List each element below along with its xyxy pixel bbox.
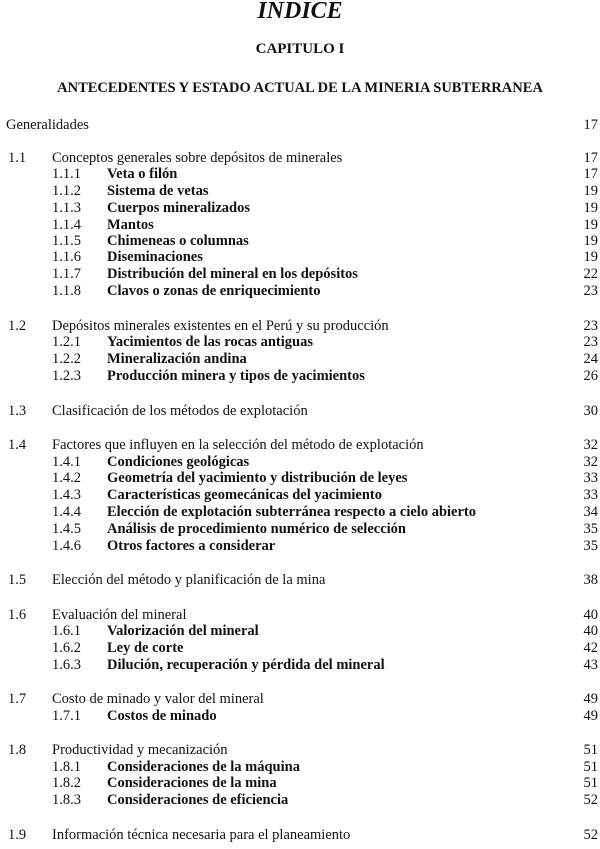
toc-entry-text: Costo de minado y valor del mineral <box>52 691 264 707</box>
toc-entry[interactable] <box>0 368 600 385</box>
toc-entry[interactable] <box>0 183 600 200</box>
toc-entry-text: Elección del método y planificación de la mina <box>52 572 326 588</box>
toc-entry-number: 1.8.1 <box>52 759 81 775</box>
toc-entry-text: Cuerpos mineralizados <box>107 200 250 216</box>
toc-entry-number: 1.1.1 <box>52 166 81 182</box>
toc-entry-page-number: 51 <box>583 775 598 791</box>
toc-entry-page-number: 30 <box>583 403 598 419</box>
toc-entry-text: Dilución, recuperación y pérdida del mineral <box>107 657 385 673</box>
toc-entry-page-number: 23 <box>583 318 598 334</box>
toc-entry-number: 1.9 <box>8 827 27 843</box>
toc-entry-text: Características geomecánicas del yacimiento <box>107 487 383 503</box>
toc-entry-page-number: 51 <box>583 759 598 775</box>
toc-entry-page-number: 26 <box>583 368 598 384</box>
toc-entry[interactable] <box>0 437 600 454</box>
toc-entry-page-number: 32 <box>583 437 598 453</box>
toc-entry-number: 1.6.2 <box>52 640 81 656</box>
toc-entry-text: Consideraciones de la mina <box>107 775 277 791</box>
toc-entry-text: Yacimientos de las rocas antiguas <box>107 334 313 350</box>
toc-entry-page-number: 19 <box>583 233 598 249</box>
toc-entry-text: Geometría del yacimiento y distribución de leyes <box>107 470 408 486</box>
toc-entry[interactable] <box>0 691 600 708</box>
toc-entry-text: Ley de corte <box>107 640 184 656</box>
toc-entry-page-number: 49 <box>583 691 598 707</box>
toc-entry[interactable] <box>0 504 600 521</box>
toc-entry-text: Costos de minado <box>107 708 217 724</box>
toc-entry-number: 1.2.3 <box>52 368 81 384</box>
toc-entry[interactable] <box>0 572 600 589</box>
toc-entry-text: Mineralización andina <box>107 351 247 367</box>
toc-entry-text: Sistema de vetas <box>107 183 209 199</box>
toc-entry-text: Análisis de procedimiento numérico de selección <box>107 521 406 537</box>
toc-entry-text: Diseminaciones <box>107 249 203 265</box>
chapter-heading: CAPITULO I <box>255 41 345 57</box>
toc-entry-text: Generalidades <box>6 117 89 133</box>
toc-entry[interactable] <box>0 708 600 725</box>
toc-entry-page-number: 35 <box>583 538 598 554</box>
toc-entry-number: 1.4.5 <box>52 521 81 537</box>
toc-entry[interactable] <box>0 351 600 368</box>
toc-entry[interactable] <box>0 521 600 538</box>
toc-entry-text: Condiciones geológicas <box>107 454 250 470</box>
toc-entry[interactable] <box>0 827 600 844</box>
toc-entry-number: 1.4 <box>8 437 27 453</box>
toc-entry-number: 1.4.6 <box>52 538 81 554</box>
toc-entry-number: 1.1.4 <box>52 217 81 233</box>
toc-entry-page-number: 23 <box>583 283 598 299</box>
toc-entry[interactable] <box>0 487 600 504</box>
toc-entry-number: 1.7 <box>8 691 27 707</box>
toc-entry-number: 1.4.1 <box>52 454 81 470</box>
toc-entry-number: 1.2.1 <box>52 334 81 350</box>
toc-entry[interactable] <box>0 334 600 351</box>
toc-entry-page-number: 17 <box>583 150 598 166</box>
toc-entry-number: 1.1.7 <box>52 266 81 282</box>
toc-entry-number: 1.5 <box>8 572 27 588</box>
toc-entry-page-number: 34 <box>583 504 598 520</box>
toc-entry-page-number: 32 <box>583 454 598 470</box>
toc-entry-page-number: 35 <box>583 521 598 537</box>
toc-entry-number: 1.8.2 <box>52 775 81 791</box>
toc-entry-text: Conceptos generales sobre depósitos de minerales <box>52 150 343 166</box>
toc-entry-number: 1.1.6 <box>52 249 81 265</box>
toc-entry-number: 1.1.5 <box>52 233 81 249</box>
toc-entry-number: 1.3 <box>8 403 27 419</box>
toc-entry[interactable] <box>0 217 600 234</box>
toc-entry[interactable] <box>0 538 600 555</box>
toc-entry-number: 1.8.3 <box>52 792 81 808</box>
toc-entry-page-number: 24 <box>583 351 598 367</box>
toc-entry-page-number: 22 <box>583 266 598 282</box>
toc-entry[interactable] <box>0 657 600 674</box>
toc-entry-page-number: 17 <box>583 166 598 182</box>
toc-entry[interactable] <box>0 759 600 776</box>
toc-entry-page-number: 33 <box>583 487 598 503</box>
toc-entry[interactable] <box>0 150 600 167</box>
toc-entry-text: Factores que influyen en la selección del método de explotación <box>52 437 424 453</box>
toc-entry-page-number: 52 <box>583 792 598 808</box>
toc-entry-text: Producción minera y tipos de yacimientos <box>107 368 365 384</box>
toc-entry-text: Valorización del mineral <box>107 623 259 639</box>
toc-entry[interactable] <box>0 403 600 420</box>
toc-entry-page-number: 19 <box>583 249 598 265</box>
toc-entry-page-number: 23 <box>583 334 598 350</box>
toc-entry[interactable] <box>0 283 600 300</box>
toc-entry-page-number: 19 <box>583 217 598 233</box>
toc-entry-number: 1.2 <box>8 318 27 334</box>
toc-entry[interactable] <box>0 607 600 624</box>
toc-entry[interactable] <box>0 470 600 487</box>
toc-entry-number: 1.4.2 <box>52 470 81 486</box>
toc-entry-page-number: 38 <box>583 572 598 588</box>
toc-entry-number: 1.4.4 <box>52 504 81 520</box>
toc-entry-number: 1.6.3 <box>52 657 81 673</box>
toc-entry-page-number: 33 <box>583 470 598 486</box>
toc-entry-text: Chimeneas o columnas <box>107 233 249 249</box>
chapter-subtitle: ANTECEDENTES Y ESTADO ACTUAL DE LA MINERIA SUBTERRANEA <box>57 80 543 96</box>
toc-entry-text: Elección de explotación subterránea respecto a cielo abierto <box>107 504 477 520</box>
toc-entry-number: 1.1.2 <box>52 183 81 199</box>
toc-entry[interactable] <box>0 249 600 266</box>
toc-entry-page-number: 49 <box>583 708 598 724</box>
toc-entry[interactable] <box>0 117 600 134</box>
toc-entry-page-number: 51 <box>583 742 598 758</box>
toc-entry-text: Información técnica necesaria para el planeamiento <box>52 827 351 843</box>
toc-entry[interactable] <box>0 640 600 657</box>
toc-entry[interactable] <box>0 775 600 792</box>
toc-entry-number: 1.6.1 <box>52 623 81 639</box>
toc-entry-text: Consideraciones de la máquina <box>107 759 300 775</box>
toc-entry[interactable] <box>0 233 600 250</box>
toc-entry[interactable] <box>0 792 600 809</box>
toc-entry-text: Clavos o zonas de enriquecimiento <box>107 283 321 299</box>
toc-entry[interactable] <box>0 266 600 283</box>
toc-entry-text: Clasificación de los métodos de explotación <box>52 403 308 419</box>
toc-entry-text: Consideraciones de eficiencia <box>107 792 289 808</box>
toc-entry-page-number: 19 <box>583 183 598 199</box>
toc-entry[interactable] <box>0 742 600 759</box>
toc-entry-text: Productividad y mecanización <box>52 742 228 758</box>
toc-entry-number: 1.2.2 <box>52 351 81 367</box>
toc-entry-text: Depósitos minerales existentes en el Perú y su producción <box>52 318 389 334</box>
toc-entry-number: 1.1.3 <box>52 200 81 216</box>
toc-entry[interactable] <box>0 200 600 217</box>
toc-entry-page-number: 40 <box>583 607 598 623</box>
toc-entry-number: 1.1.8 <box>52 283 81 299</box>
toc-entry-text: Distribución del mineral en los depósitos <box>107 266 358 282</box>
toc-entry-number: 1.6 <box>8 607 27 623</box>
toc-entry-page-number: 42 <box>583 640 598 656</box>
toc-entry[interactable] <box>0 623 600 640</box>
toc-entry-page-number: 19 <box>583 200 598 216</box>
toc-entry-page-number: 40 <box>583 623 598 639</box>
toc-entry-text: Otros factores a considerar <box>107 538 276 554</box>
toc-entry-number: 1.1 <box>8 150 27 166</box>
toc-entry-number: 1.7.1 <box>52 708 81 724</box>
toc-entry-text: Mantos <box>107 217 154 233</box>
toc-entry-number: 1.4.3 <box>52 487 81 503</box>
page-title: INDICE <box>257 0 343 24</box>
toc-entry-text: Evaluación del mineral <box>52 607 187 623</box>
toc-entry-number: 1.8 <box>8 742 27 758</box>
toc-entry-page-number: 52 <box>583 827 598 843</box>
toc-entry-text: Veta o filón <box>107 166 178 182</box>
toc-entry-page-number: 17 <box>583 117 598 133</box>
toc-entry[interactable] <box>0 166 600 183</box>
toc-entry-page-number: 43 <box>583 657 598 673</box>
toc-entry[interactable] <box>0 318 600 335</box>
toc-entry[interactable] <box>0 454 600 471</box>
